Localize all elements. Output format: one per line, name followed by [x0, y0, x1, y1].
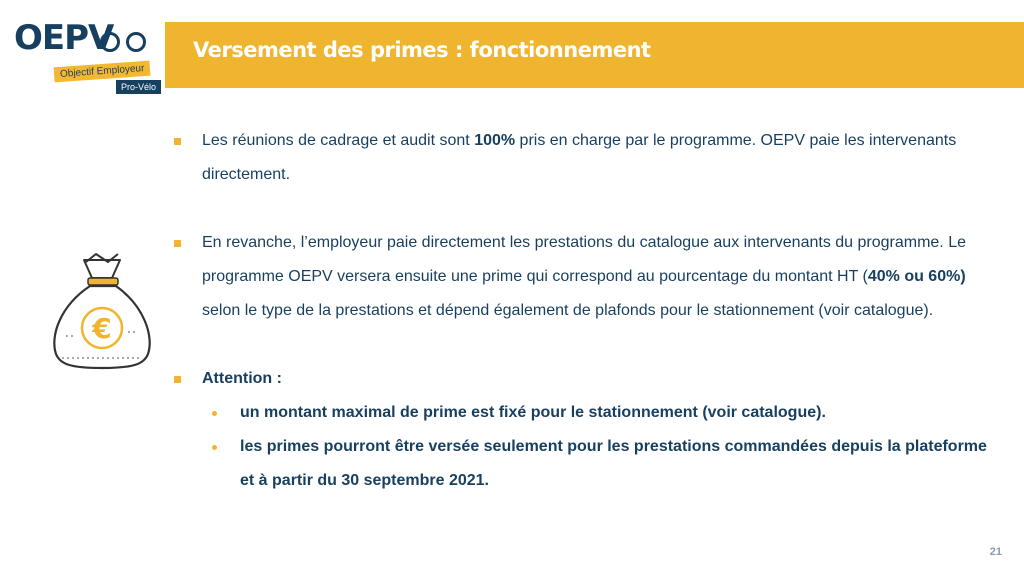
content-body [172, 124, 992, 498]
attention-item: un montant maximal de prime est fixé pour le stationnement (voir catalogue). [172, 396, 992, 430]
bullet-item [172, 124, 992, 192]
logo-text: OEPV [14, 18, 114, 58]
title-bar [165, 22, 1024, 88]
money-bag-euro-icon [46, 246, 158, 372]
page-title: Versement des primes : fonctionnement [193, 38, 651, 62]
attention-item: les primes pourront être versée seulement pour les prestations commandées depuis la plateforme et à partir du 30 septembre 2021. [172, 430, 992, 498]
logo-tagline: Objectif Employeur [54, 61, 151, 83]
euro-symbol: € [92, 312, 112, 345]
attention-heading: Attention : [172, 362, 992, 396]
oepv-logo [14, 18, 157, 92]
money-bag-svg [46, 246, 158, 372]
bullet-text: Les réunions de cadrage et audit sont 100% pris en charge par le programme. OEPV paie les intervenants directement. [202, 132, 957, 183]
logo-badge: Pro-Vélo [116, 80, 161, 94]
bullet-text: En revanche, l’employeur paie directement les prestations du catalogue aux intervenants du programme. Le programme OEPV versera ensuite une prime qui correspond au pourcentage du montant HT (40% ou 60%) selon le type de la prestations et dépend également de plafonds pour le stationnement (voir catalogue). [202, 234, 966, 319]
page-number: 21 [989, 546, 1002, 558]
bicycle-wheel-icon [126, 32, 146, 52]
bicycle-wheel-icon [100, 32, 120, 52]
bullet-item [172, 226, 992, 328]
